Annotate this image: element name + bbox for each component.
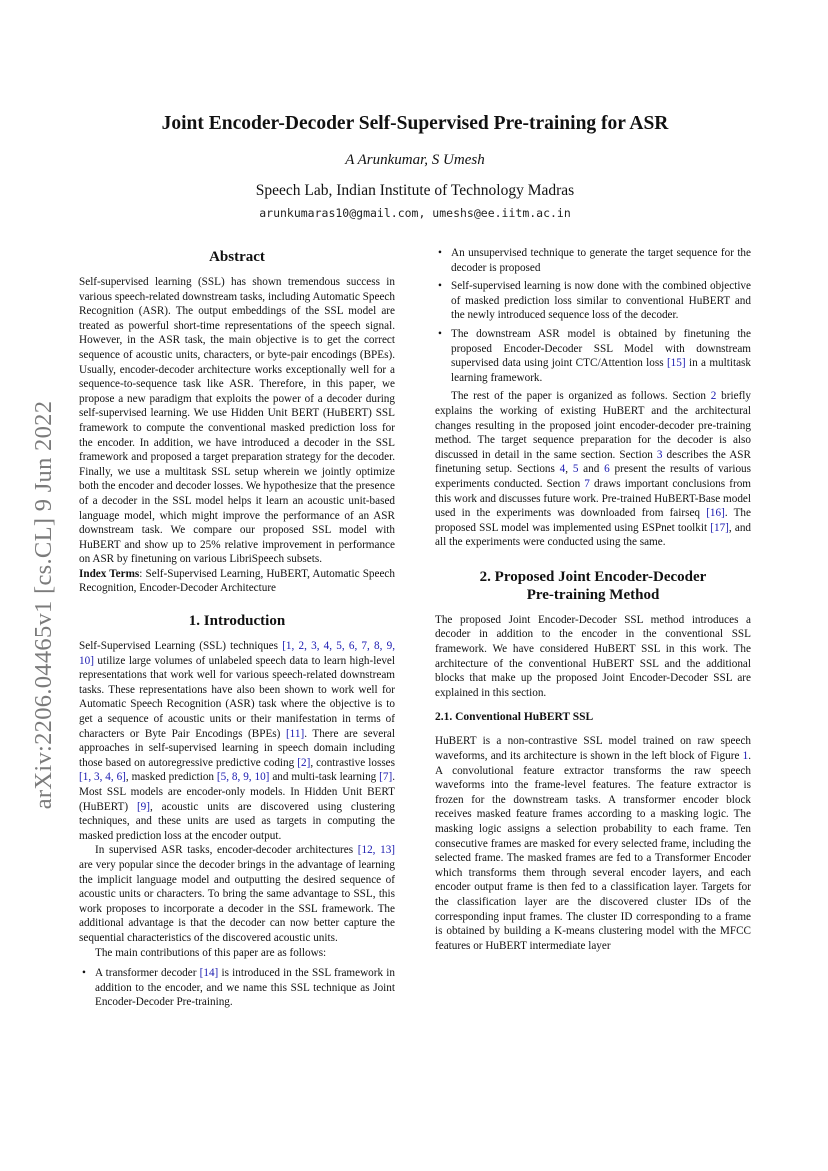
text-run: , acoustic units are discovered using clustering techniques, and these units are used as targets in computing the masked prediction loss at the encoder output. [79, 800, 395, 842]
index-terms-text: : Self-Supervised Learning, HuBERT, Automatic Speech Recognition, Encoder-Decoder Architecture [79, 567, 395, 595]
list-item: • An unsupervised technique to generate the target sequence for the decoder is proposed [451, 246, 751, 275]
figure-link[interactable]: 1 [742, 750, 749, 763]
citation-link[interactable]: [2] [297, 756, 311, 769]
section-link[interactable]: 5 [572, 463, 579, 476]
list-item [451, 327, 751, 385]
citation-link[interactable]: [12, 13] [357, 844, 396, 857]
citation-link[interactable]: [1, 2, 3, 4, 5, 6, 7, 8, 9, 10] [79, 640, 395, 667]
text-run: , and all the experiments were conducted using the same. [435, 521, 752, 549]
text-run: . The proposed SSL model was implemented using ESPnet toolkit [435, 507, 751, 534]
intro-heading: 1. Introduction [188, 613, 286, 630]
section2-heading: 2. Proposed Joint Encoder-Decoder Pre-training Method [479, 568, 707, 603]
text-run: . There are several approaches in self-supervised learning in speech domain including those based on autoregressive predictive coding [79, 727, 395, 769]
text-run: draws important conclusions from this work and discusses future work. Pre-trained HuBERT-Base model used in the experiments was downloaded from fairseq [435, 477, 751, 520]
text-run: are very popular since the decoder brings in the advantage of learning the implicit language model and outputting the desired sequence of acoustic units or characters. To bring the same advantage to SSL, this work proposes to incorporate a decoder in the SSL framework. The additional advantage is that the decoder can now better capture the sequential characteristics of the discovered acoustic units. [79, 858, 395, 944]
paper-emails: arunkumaras10@gmail.com, umeshs@ee.iitm.ac.in [259, 206, 571, 220]
citation-link[interactable]: [11] [285, 727, 305, 740]
text-run: utilize large volumes of unlabeled speech data to learn high-level representations that work well for various speech-related downstream tasks. These representations have also been shown to work well for Automatic Speech Recognition (ASR) task where the objective is to get a sequence of acoustic units or their manifestation in terms of characters or Byte Pair Encodings (BPEs) [79, 654, 395, 740]
text-run: , [565, 463, 573, 476]
list-item: • Self-supervised learning is now done with the combined objective of masked prediction loss similar to conventional HuBERT and the newly introduced sequence loss of the decoder. [451, 279, 751, 323]
text-run: A transformer decoder [95, 967, 200, 980]
right-column [435, 248, 751, 953]
index-terms-label: Index Terms [79, 567, 140, 580]
text-run: HuBERT is a non-contrastive SSL model trained on raw speech waveforms, and its architecture is shown in the left block of Figure [435, 735, 751, 763]
section-link[interactable]: 6 [604, 463, 610, 476]
abstract-heading: Abstract [209, 249, 265, 265]
section-link[interactable]: 3 [656, 448, 663, 461]
abstract-text: Self-supervised learning (SSL) has shown tremendous success in various speech-related downstream tasks, including Automatic Speech Recognition (ASR). The output embeddings of the SSL model are treated as powerful short-time representations of the speech signal. However, in the ASR task, the main objective is to get the correct sequence of acoustic units, characters, or byte-pair encodings (BPEs). Usually, encoder-decoder architecture works exceptionally well for a sequence-to-sequence task like ASR. Therefore, in this paper, we propose a new paradigm that exploits the power of a decoder during self-supervised learning. We use Hidden Unit BERT (HuBERT) SSL framework to compute the conventional masked prediction loss for the encoder. In addition, we have introduced a decoder in the SSL framework and proposed a target preparation strategy for the decoder. Finally, we use a multitask SSL setup wherein we jointly optimize both the encoder and decoder losses. We hypothesize that the presence of a decoder in the SSL model helps it learn an acoustic unit-based language model, which might improve the performance of an ASR downstream task. We compare our proposed SSL model with HuBERT and show up to 25% relative improvement in performance on ASR by finetuning on various LibriSpeech subsets. [79, 276, 395, 566]
citation-link[interactable]: [14] [199, 967, 219, 980]
text-run: is introduced in the SSL framework in addition to the encoder, and we name this SSL technique as Joint Encoder-Decoder Pre-training. [95, 967, 395, 1009]
text-run: and [578, 463, 605, 476]
contributions-list-continued [435, 246, 751, 385]
left-column [79, 248, 395, 1014]
intro-paragraph-3: The main contributions of this paper are as follows: [95, 946, 327, 959]
section2-paragraph-1: The proposed Joint Encoder-Decoder SSL method introduces a decoder in addition to the encoder in the conventional SSL framework. We have considered HuBERT SSL in this work. The architecture of the conventional HuBERT SSL and the additional blocks that make up the proposed Joint Encoder-Decoder SSL are explained in this section. [435, 613, 751, 699]
section-link[interactable]: 7 [584, 477, 590, 490]
text-run: briefly explains the working of existing HuBERT and the architectural changes resulting in the proposed joint encoder-decoder pre-training method. The target sequence preparation for the decoder is also discussed in detail in the same section. Section [435, 390, 751, 461]
citation-link[interactable]: [16] [706, 507, 725, 520]
text-run: and multi-task learning [269, 771, 380, 784]
paper-affiliation: Speech Lab, Indian Institute of Technology Madras [255, 182, 575, 199]
contributions-list [79, 966, 395, 1010]
intro-paragraph-4 [435, 389, 751, 550]
text-run: The rest of the paper is organized as follows. Section [451, 390, 711, 403]
text-run: , contrastive losses [310, 756, 395, 769]
paper-title: Joint Encoder-Decoder Self-Supervised Pre-training for ASR [161, 113, 669, 134]
section-link[interactable]: 4 [559, 463, 566, 476]
text-run: In supervised ASR tasks, encoder-decoder architectures [95, 844, 358, 857]
text-run: describes the ASR finetuning setup. Sections [435, 448, 751, 476]
text-run: present the results of various experiments conducted. Section [435, 463, 752, 490]
list-item [95, 966, 395, 1010]
citation-link[interactable]: [1, 3, 4, 6] [79, 771, 126, 784]
section2-paragraph-2 [435, 734, 751, 953]
intro-paragraph-2 [79, 843, 395, 945]
text-run: Self-Supervised Learning (SSL) techniques [79, 640, 283, 653]
citation-link[interactable]: [9] [136, 800, 150, 813]
intro-paragraph-1 [79, 639, 395, 843]
text-run: . A convolutional feature extractor transforms the raw speech waveforms into the frame-level features. The feature extractor is frozen for the downstream tasks. A transformer encoder block receives masked feature frames according to a masking logic. The masking logic assigns a selection probability to each frame. Ten consecutive frames are masked for every selected frame, including the selected frame. The masked frames are fed to a Transformer Encoder which transforms them through several encoder layers, and each encoder output frame is then fed to a classification layer. Targets for the classification layer are the discovered cluster IDs of the corresponding input frames. The cluster ID corresponding to a frame is obtained by building a K-means clustering model with the MFCC features or HuBERT intermediate layer [435, 750, 751, 952]
subsection-2-1-heading: 2.1. Conventional HuBERT SSL [435, 711, 594, 724]
citation-link[interactable]: [5, 8, 9, 10] [216, 771, 270, 784]
arxiv-stamp [14, 370, 74, 840]
text-run: , masked prediction [125, 771, 217, 784]
text-run: . Most SSL models are encoder-only models. In Hidden Unit BERT (HuBERT) [79, 771, 396, 813]
arxiv-stamp-text: arXiv:2206.04465v1 [cs.CL] 9 Jun 2022 [30, 400, 57, 810]
text-run: The downstream ASR model is obtained by finetuning the proposed Encoder-Decoder SSL Model with downstream supervised data using joint CTC/Attention loss [451, 327, 751, 370]
paper-authors: A Arunkumar, S Umesh [345, 152, 485, 168]
paper-header [80, 112, 750, 220]
citation-link[interactable]: [15] [666, 357, 686, 370]
text-run: in a multitask learning framework. [451, 357, 751, 384]
index-terms [79, 567, 395, 596]
citation-link[interactable]: [7] [379, 771, 393, 784]
citation-link[interactable]: [17] [710, 521, 729, 534]
section-link[interactable]: 2 [710, 390, 717, 403]
